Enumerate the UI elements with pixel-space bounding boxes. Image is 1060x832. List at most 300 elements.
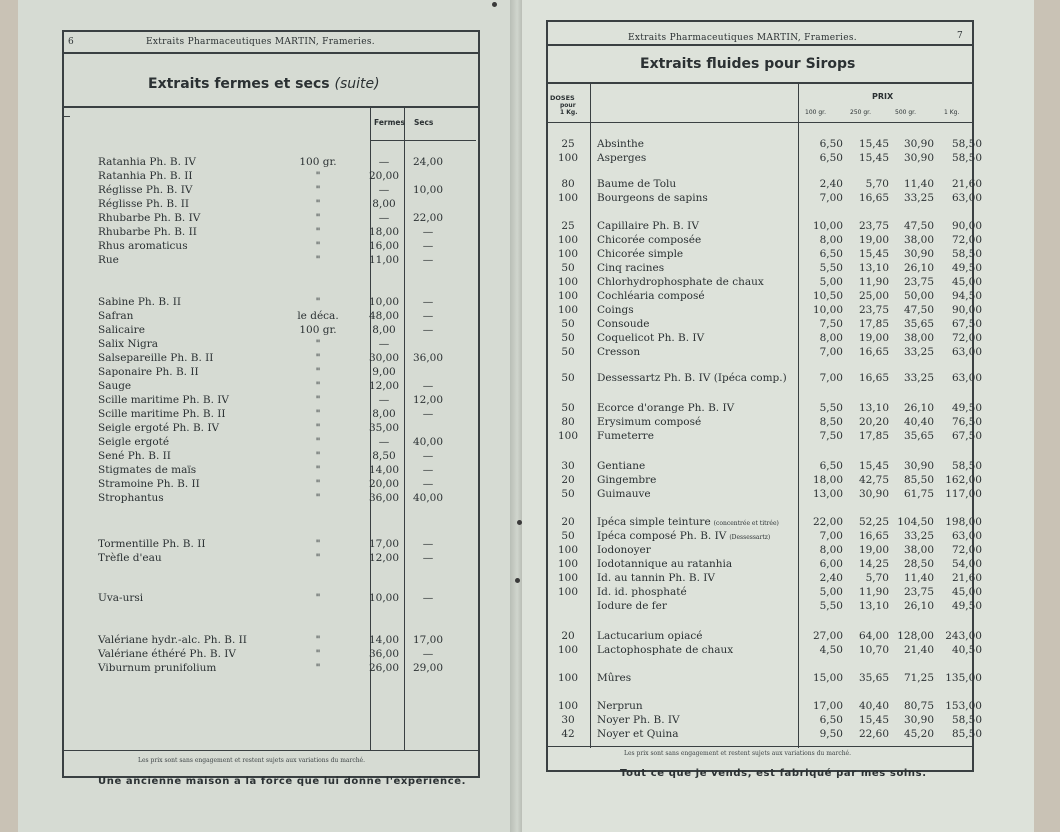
item-dose: 100 [557, 572, 579, 584]
item-quantity: " [315, 592, 321, 604]
item-name-text: Noyer et Quina [597, 728, 679, 740]
item-dose: 50 [561, 346, 575, 358]
price-secs: — [422, 310, 434, 322]
item-dose: 50 [561, 318, 575, 330]
item-name-text: Cresson [597, 346, 641, 358]
item-quantity: 100 gr. [299, 156, 337, 168]
table-row [550, 644, 990, 657]
table-row [550, 728, 990, 741]
price-250g: 17,85 [858, 430, 889, 442]
item-name [597, 672, 631, 685]
item-name: Ratanhia Ph. B. IV [98, 156, 196, 168]
item-quantity: " [315, 422, 321, 434]
table-row [550, 138, 990, 151]
item-quantity: " [315, 198, 321, 210]
item-name-text: Gingembre [597, 474, 657, 486]
item-name [597, 290, 705, 303]
price-500g: 38,00 [903, 332, 934, 344]
title-rule [546, 82, 972, 84]
item-dose: 100 [557, 644, 579, 656]
item-quantity: " [315, 170, 321, 182]
item-name [597, 262, 664, 275]
price-500g: 47,50 [903, 304, 934, 316]
price-100g: 7,50 [819, 318, 843, 330]
price-100g: 9,50 [819, 728, 843, 740]
table-row [550, 192, 990, 205]
price-500g: 33,25 [903, 372, 934, 384]
price-250g: 16,65 [858, 530, 889, 542]
price-1kg: 58,50 [951, 248, 982, 260]
item-name [597, 192, 708, 205]
price-250g: 11,90 [858, 276, 889, 288]
col-header-secs: Secs [414, 118, 434, 127]
price-1kg: 72,00 [951, 332, 982, 344]
item-name: Salix Nigra [98, 338, 158, 350]
table-row [550, 460, 990, 473]
price-1kg: 58,50 [951, 714, 982, 726]
item-name-text: Iodotannique au ratanhia [597, 558, 733, 570]
price-1kg: 135,00 [945, 672, 982, 684]
price-fermes: 10,00 [368, 296, 400, 308]
item-name [597, 572, 715, 585]
footer-note-left: Les prix sont sans engagement et restent sujets aux variations du marché. [138, 757, 366, 764]
price-1kg: 45,00 [951, 276, 982, 288]
item-dose: 50 [561, 332, 575, 344]
col-header-prix: PRIX [872, 92, 894, 101]
price-100g: 7,50 [819, 430, 843, 442]
price-250g: 16,65 [858, 346, 889, 358]
table-row [550, 572, 990, 585]
price-fermes: 18,00 [368, 226, 400, 238]
binding-hole [515, 578, 520, 583]
price-100g: 2,40 [819, 178, 843, 190]
page-number-right: 7 [957, 31, 964, 41]
item-name: Réglisse Ph. B. II [98, 198, 190, 210]
item-name-text: Id. au tannin Ph. B. IV [597, 572, 715, 584]
item-dose: 30 [561, 460, 575, 472]
item-name [597, 544, 651, 557]
price-fermes: 8,00 [372, 198, 396, 210]
item-name-text: Iodure de fer [597, 600, 667, 612]
price-secs: — [422, 240, 434, 252]
price-col-100g: 100 gr. [805, 109, 826, 116]
item-name [597, 372, 787, 385]
price-secs: — [422, 478, 434, 490]
price-250g: 5,70 [865, 178, 889, 190]
price-250g: 19,00 [858, 234, 889, 246]
price-1kg: 58,50 [951, 138, 982, 150]
price-250g: 19,00 [858, 544, 889, 556]
table-row [98, 310, 470, 323]
price-fermes: 12,00 [368, 380, 400, 392]
price-500g: 30,90 [903, 138, 934, 150]
colhead-rule [546, 122, 972, 123]
item-dose: 100 [557, 430, 579, 442]
price-250g: 15,45 [858, 138, 889, 150]
item-name: Ratanhia Ph. B. II [98, 170, 193, 182]
price-500g: 33,25 [903, 530, 934, 542]
price-100g: 7,00 [819, 346, 843, 358]
price-500g: 38,00 [903, 544, 934, 556]
table-row [98, 648, 470, 661]
price-secs: — [422, 464, 434, 476]
price-col-250g: 250 gr. [850, 109, 871, 116]
price-secs: — [422, 380, 434, 392]
price-100g: 7,00 [819, 372, 843, 384]
price-250g: 14,25 [858, 558, 889, 570]
price-100g: 5,00 [819, 586, 843, 598]
item-name: Trèfle d'eau [98, 552, 162, 564]
price-1kg: 198,00 [945, 516, 982, 528]
item-dose: 100 [557, 672, 579, 684]
item-name: Réglisse Ph. B. IV [98, 184, 193, 196]
item-name [597, 586, 687, 599]
price-fermes: 26,00 [368, 662, 400, 674]
item-note: (concentrée et titrée) [713, 520, 779, 527]
price-1kg: 63,00 [951, 530, 982, 542]
item-dose: 50 [561, 372, 575, 384]
price-250g: 40,40 [858, 700, 889, 712]
item-name-text: Lactucarium opiacé [597, 630, 703, 642]
item-dose: 100 [557, 700, 579, 712]
item-name-text: Baume de Tolu [597, 178, 677, 190]
item-name: Sabine Ph. B. II [98, 296, 182, 308]
price-fermes: — [378, 394, 390, 406]
price-1kg: 94,50 [951, 290, 982, 302]
item-quantity: " [315, 436, 321, 448]
price-500g: 61,75 [903, 488, 934, 500]
price-1kg: 117,00 [945, 488, 982, 500]
price-1kg: 45,00 [951, 586, 982, 598]
price-fermes: 48,00 [368, 310, 400, 322]
table-row [98, 254, 470, 267]
table-row [98, 184, 470, 197]
price-secs: 10,00 [412, 184, 444, 196]
item-name: Stramoine Ph. B. II [98, 478, 200, 490]
binding-hole [517, 520, 522, 525]
price-250g: 22,60 [858, 728, 889, 740]
item-name-text: Coings [597, 304, 634, 316]
item-quantity: le déca. [297, 310, 339, 322]
item-dose: 50 [561, 262, 575, 274]
price-500g: 35,65 [903, 430, 934, 442]
price-secs: — [422, 408, 434, 420]
item-dose: 30 [561, 714, 575, 726]
title-rule [62, 106, 478, 108]
right-page-frame [546, 20, 974, 772]
price-250g: 16,65 [858, 192, 889, 204]
table-row [98, 366, 470, 379]
price-100g: 6,50 [819, 152, 843, 164]
price-secs: — [422, 592, 434, 604]
price-100g: 7,00 [819, 530, 843, 542]
price-fermes: 20,00 [368, 170, 400, 182]
item-name [597, 304, 634, 317]
price-1kg: 40,50 [951, 644, 982, 656]
price-1kg: 21,60 [951, 178, 982, 190]
item-quantity: " [315, 352, 321, 364]
item-name [597, 234, 701, 247]
price-500g: 11,40 [903, 178, 934, 190]
book-gutter [510, 0, 522, 832]
item-dose: 80 [561, 178, 575, 190]
price-secs: 40,00 [412, 436, 444, 448]
price-100g: 8,00 [819, 332, 843, 344]
item-name: Salicaire [98, 324, 145, 336]
price-secs: 24,00 [412, 156, 444, 168]
price-secs: 29,00 [412, 662, 444, 674]
item-name-text: Noyer Ph. B. IV [597, 714, 680, 726]
table-row [550, 430, 990, 443]
item-name-text: Id. id. phosphaté [597, 586, 687, 598]
price-fermes: 36,00 [368, 492, 400, 504]
item-name [597, 460, 645, 473]
price-250g: 5,70 [865, 572, 889, 584]
item-quantity: " [315, 492, 321, 504]
title-suffix: (suite) [334, 76, 380, 92]
table-row [550, 372, 990, 385]
item-name: Salsepareille Ph. B. II [98, 352, 214, 364]
item-name [597, 138, 644, 151]
price-500g: 38,00 [903, 234, 934, 246]
price-500g: 26,10 [903, 262, 934, 274]
item-name [597, 276, 764, 289]
price-secs: 12,00 [412, 394, 444, 406]
table-row [98, 324, 470, 337]
item-name-text: Guimauve [597, 488, 651, 500]
price-secs: — [422, 296, 434, 308]
table-row [550, 332, 990, 345]
price-1kg: 58,50 [951, 152, 982, 164]
price-100g: 6,00 [819, 558, 843, 570]
col-header-fermes: Fermes [374, 118, 405, 127]
item-quantity: " [315, 380, 321, 392]
item-name: Rue [98, 254, 119, 266]
item-name [597, 558, 732, 571]
price-secs: 36,00 [412, 352, 444, 364]
item-quantity: " [315, 464, 321, 476]
item-quantity: " [315, 478, 321, 490]
price-250g: 10,70 [858, 644, 889, 656]
item-quantity: " [315, 538, 321, 550]
item-name-text: Nerprun [597, 700, 643, 712]
table-row [550, 474, 990, 487]
price-secs: — [422, 552, 434, 564]
price-500g: 23,75 [903, 586, 934, 598]
item-name-text: Ipéca simple teinture [597, 516, 711, 528]
item-dose: 80 [561, 416, 575, 428]
table-row [98, 198, 470, 211]
tagline-right: Tout ce que je vends, est fabriqué par mes soins. [620, 768, 927, 779]
table-row [550, 544, 990, 557]
item-name [597, 644, 733, 657]
table-row [98, 226, 470, 239]
price-secs: — [422, 324, 434, 336]
price-500g: 128,00 [897, 630, 934, 642]
price-100g: 10,50 [812, 290, 843, 302]
price-1kg: 162,00 [945, 474, 982, 486]
col-header-doses: DOSES [550, 94, 575, 102]
price-fermes: 20,00 [368, 478, 400, 490]
table-row [98, 436, 470, 449]
table-row [550, 276, 990, 289]
price-250g: 16,65 [858, 372, 889, 384]
item-name-text: Bourgeons de sapins [597, 192, 708, 204]
price-fermes: 14,00 [368, 464, 400, 476]
price-1kg: 67,50 [951, 318, 982, 330]
table-row [98, 240, 470, 253]
item-name: Rhus aromaticus [98, 240, 188, 252]
price-1kg: 63,00 [951, 192, 982, 204]
price-1kg: 90,00 [951, 304, 982, 316]
table-row [98, 478, 470, 491]
price-100g: 5,50 [819, 600, 843, 612]
price-1kg: 243,00 [945, 630, 982, 642]
item-dose: 50 [561, 488, 575, 500]
table-row [550, 416, 990, 429]
item-quantity: " [315, 366, 321, 378]
item-name: Viburnum prunifolium [98, 662, 217, 674]
price-100g: 18,00 [812, 474, 843, 486]
item-name [597, 474, 656, 487]
item-quantity: " [315, 394, 321, 406]
item-dose: 100 [557, 234, 579, 246]
table-row [550, 262, 990, 275]
item-name [597, 152, 646, 165]
price-250g: 19,00 [858, 332, 889, 344]
table-row [550, 152, 990, 165]
price-250g: 11,90 [858, 586, 889, 598]
price-250g: 35,65 [858, 672, 889, 684]
item-name [597, 430, 654, 443]
price-500g: 11,40 [903, 572, 934, 584]
item-name-text: Capillaire Ph. B. IV [597, 220, 699, 232]
price-secs: 17,00 [412, 634, 444, 646]
price-1kg: 63,00 [951, 372, 982, 384]
item-quantity: " [315, 226, 321, 238]
item-dose: 100 [557, 558, 579, 570]
table-row [550, 516, 990, 529]
price-fermes: 30,00 [368, 352, 400, 364]
price-250g: 15,45 [858, 152, 889, 164]
price-100g: 6,50 [819, 138, 843, 150]
table-row [98, 450, 470, 463]
item-quantity: " [315, 184, 321, 196]
item-quantity: " [315, 240, 321, 252]
item-dose: 100 [557, 152, 579, 164]
binding-hole [492, 2, 497, 7]
price-fermes: 35,00 [368, 422, 400, 434]
item-name: Sené Ph. B. II [98, 450, 171, 462]
item-name: Rhubarbe Ph. B. II [98, 226, 197, 238]
item-name [597, 530, 770, 544]
item-note: (Dessessartz) [729, 534, 771, 541]
price-fermes: 14,00 [368, 634, 400, 646]
item-quantity: " [315, 552, 321, 564]
footer-rule [62, 750, 478, 751]
item-name-text: Asperges [597, 152, 647, 164]
price-fermes: 10,00 [368, 592, 400, 604]
price-500g: 40,40 [903, 416, 934, 428]
price-1kg: 58,50 [951, 460, 982, 472]
item-name-text: Cinq racines [597, 262, 665, 274]
footer-rule [546, 746, 972, 747]
price-fermes: 17,00 [368, 538, 400, 550]
table-row [550, 220, 990, 233]
table-row [98, 212, 470, 225]
price-col-500g: 500 gr. [895, 109, 916, 116]
item-name-text: Ecorce d'orange Ph. B. IV [597, 402, 735, 414]
price-fermes: — [378, 212, 390, 224]
price-250g: 20,20 [858, 416, 889, 428]
item-name [597, 630, 702, 643]
price-1kg: 67,50 [951, 430, 982, 442]
price-250g: 23,75 [858, 304, 889, 316]
header-rule [546, 44, 972, 46]
table-row [550, 672, 990, 685]
table-row [550, 290, 990, 303]
price-100g: 7,00 [819, 192, 843, 204]
price-fermes: 11,00 [368, 254, 400, 266]
table-row [550, 630, 990, 643]
table-row [98, 156, 470, 169]
table-row [98, 662, 470, 675]
item-name: Rhubarbe Ph. B. IV [98, 212, 201, 224]
item-name [597, 516, 779, 530]
price-100g: 6,50 [819, 460, 843, 472]
item-name [597, 220, 699, 233]
price-secs: — [422, 648, 434, 660]
tagline-left: Une ancienne maison a la force que lui donne l'expérience. [98, 776, 467, 787]
item-dose: 50 [561, 402, 575, 414]
price-250g: 25,00 [858, 290, 889, 302]
item-quantity: " [315, 296, 321, 308]
table-row [98, 380, 470, 393]
price-100g: 6,50 [819, 714, 843, 726]
table-row [550, 248, 990, 261]
item-quantity: " [315, 450, 321, 462]
item-dose: 100 [557, 304, 579, 316]
item-name [597, 332, 704, 345]
price-500g: 21,40 [903, 644, 934, 656]
price-500g: 80,75 [903, 700, 934, 712]
item-name: Sauge [98, 380, 132, 392]
item-dose: 100 [557, 192, 579, 204]
price-1kg: 153,00 [945, 700, 982, 712]
item-dose: 20 [561, 630, 575, 642]
table-row [550, 600, 990, 613]
table-row [98, 422, 470, 435]
price-500g: 35,65 [903, 318, 934, 330]
price-secs: 40,00 [412, 492, 444, 504]
item-name [597, 714, 680, 727]
page-title-left [148, 76, 380, 92]
item-quantity: " [315, 408, 321, 420]
price-500g: 45,20 [903, 728, 934, 740]
item-name: Seigle ergoté [98, 436, 170, 448]
price-500g: 50,00 [903, 290, 934, 302]
item-name: Valériane éthéré Ph. B. IV [98, 648, 237, 660]
price-250g: 15,45 [858, 460, 889, 472]
item-name [597, 600, 667, 613]
table-row [550, 488, 990, 501]
table-row [550, 558, 990, 571]
price-100g: 4,50 [819, 644, 843, 656]
item-name-text: Dessessartz Ph. B. IV (Ipéca comp.) [597, 372, 787, 384]
table-row [98, 538, 470, 551]
price-1kg: 72,00 [951, 234, 982, 246]
price-100g: 17,00 [812, 700, 843, 712]
